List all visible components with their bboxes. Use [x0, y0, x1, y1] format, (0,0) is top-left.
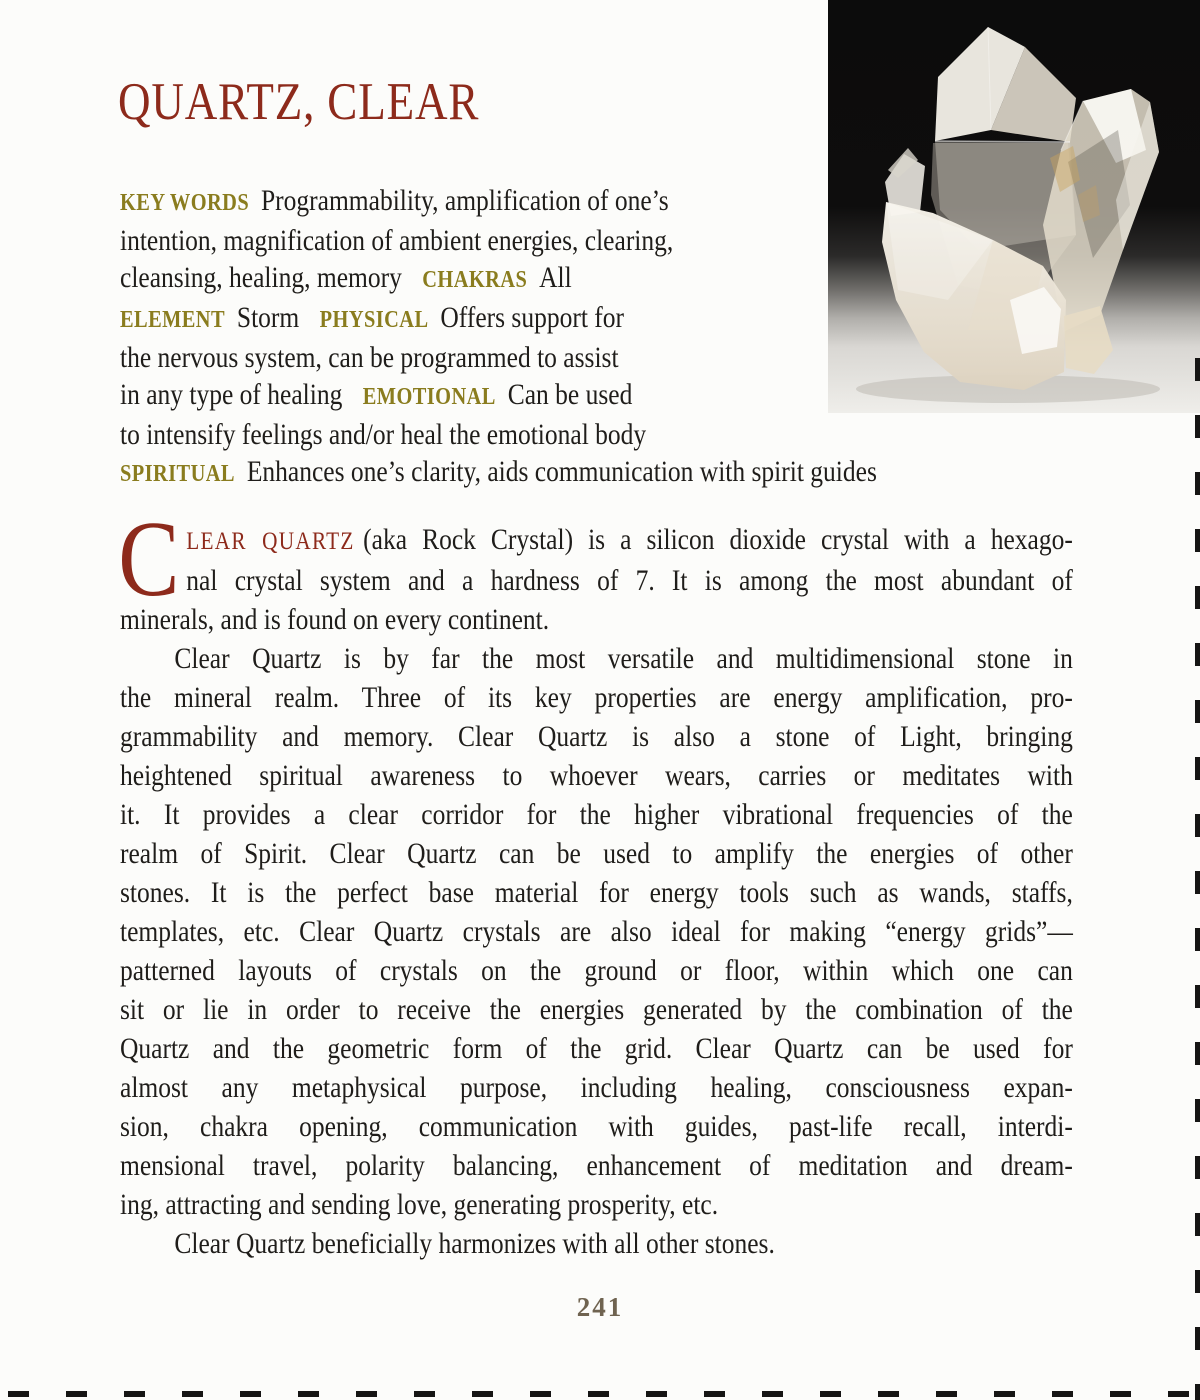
text-line — [120, 1068, 1073, 1107]
text-line — [120, 339, 996, 376]
text-run: sion, chakra opening, communication with guides, past-life recall, interdi- — [120, 1110, 1073, 1143]
text-run: almost any metaphysical purpose, including healing, consciousness expan- — [120, 1071, 1073, 1104]
text-run: Enhances one’s clarity, aids communication with spirit guides — [246, 455, 877, 488]
property-label: KEY WORDS — [120, 190, 250, 216]
text-run: Quartz and the geometric form of the grid. Clear Quartz can be used for — [120, 1032, 1073, 1065]
text-run: heightened spiritual awareness to whoever wears, carries or meditates with — [120, 759, 1073, 792]
text-run: to intensify feelings and/or heal the emotional body — [120, 418, 647, 451]
text-run: the nervous system, can be programmed to assist — [120, 341, 619, 374]
text-run: Offers support for — [440, 301, 625, 334]
page-title: QUARTZ, CLEAR — [118, 73, 480, 131]
text-run: the mineral realm. Three of its key properties are energy amplification, pro- — [120, 681, 1073, 714]
page-edge-marks-right — [1195, 358, 1200, 1400]
text-run: grammability and memory. Clear Quartz is also a stone of Light, bringing — [120, 720, 1073, 753]
text-line — [120, 222, 996, 259]
text-run: templates, etc. Clear Quartz crystals are also ideal for making “energy grids”— — [120, 915, 1073, 948]
text-line — [120, 1185, 1073, 1224]
drop-cap: C — [118, 500, 180, 619]
text-run: in any type of healing — [120, 378, 343, 411]
page-edge-marks-bottom — [8, 1391, 1200, 1397]
text-line — [120, 259, 996, 299]
text-line — [120, 717, 1073, 756]
text-line — [120, 1146, 1073, 1185]
text-line — [120, 1224, 1073, 1263]
text-line — [120, 951, 1073, 990]
paragraph — [120, 639, 1073, 1224]
paragraph-lines — [120, 520, 1073, 639]
text-line — [120, 453, 996, 493]
text-line — [120, 376, 996, 416]
text-run: mensional travel, polarity balancing, enhancement of meditation and dream- — [120, 1149, 1073, 1182]
text-line — [120, 1029, 1073, 1068]
text-line — [120, 873, 1073, 912]
text-line — [120, 912, 1073, 951]
text-run: nal crystal system and a hardness of 7. It is among the most abundant of — [186, 564, 1073, 597]
text-line — [120, 834, 1073, 873]
text-run: (aka Rock Crystal) is a silicon dioxide crystal with a hexago- — [363, 523, 1073, 556]
property-label: ELEMENT — [120, 307, 226, 333]
text-run: sit or lie in order to receive the energies generated by the combination of the — [120, 993, 1073, 1026]
text-run: Clear Quartz beneficially harmonizes with all other stones. — [174, 1227, 775, 1260]
text-run: Clear Quartz is by far the most versatile and multidimensional stone in — [174, 642, 1073, 675]
paragraph-lead — [118, 500, 1073, 639]
article-body — [118, 500, 1073, 1263]
page-number: 241 — [576, 1292, 624, 1322]
text-run: All — [539, 261, 572, 294]
text-run: stones. It is the perfect base material for energy tools such as wands, staffs, — [120, 876, 1073, 909]
text-line — [120, 299, 996, 339]
text-run: it. It provides a clear corridor for the higher vibrational frequencies of the — [120, 798, 1073, 831]
property-label: PHYSICAL — [319, 307, 429, 333]
paragraph — [120, 1224, 1073, 1263]
text-line — [120, 990, 1073, 1029]
text-line — [120, 795, 1073, 834]
text-line — [120, 678, 1073, 717]
text-line — [120, 561, 1073, 600]
text-run: realm of Spirit. Clear Quartz can be used to amplify the energies of other — [120, 837, 1073, 870]
text-line — [120, 1107, 1073, 1146]
text-run: patterned layouts of crystals on the ground or floor, within which one can — [120, 954, 1073, 987]
property-label: SPIRITUAL — [120, 461, 235, 487]
text-line — [120, 600, 1073, 639]
property-label: CHAKRAS — [422, 267, 528, 293]
text-line — [120, 182, 996, 222]
text-run: Storm — [236, 301, 300, 334]
text-line — [120, 756, 1073, 795]
text-run: Programmability, amplification of one’s — [260, 184, 669, 217]
text-line — [120, 520, 1073, 561]
text-line — [120, 639, 1073, 678]
text-run: minerals, and is found on every continent. — [120, 603, 550, 636]
text-run: Can be used — [507, 378, 633, 411]
text-run: intention, magnification of ambient energies, clearing, — [120, 224, 674, 257]
text-run: ing, attracting and sending love, generating prosperity, etc. — [120, 1188, 719, 1221]
lead-small-caps: LEAR QUARTZ — [186, 528, 355, 555]
properties-block — [120, 182, 996, 493]
property-label: EMOTIONAL — [362, 384, 496, 410]
text-line — [120, 416, 996, 453]
text-run: cleansing, healing, memory — [120, 261, 402, 294]
